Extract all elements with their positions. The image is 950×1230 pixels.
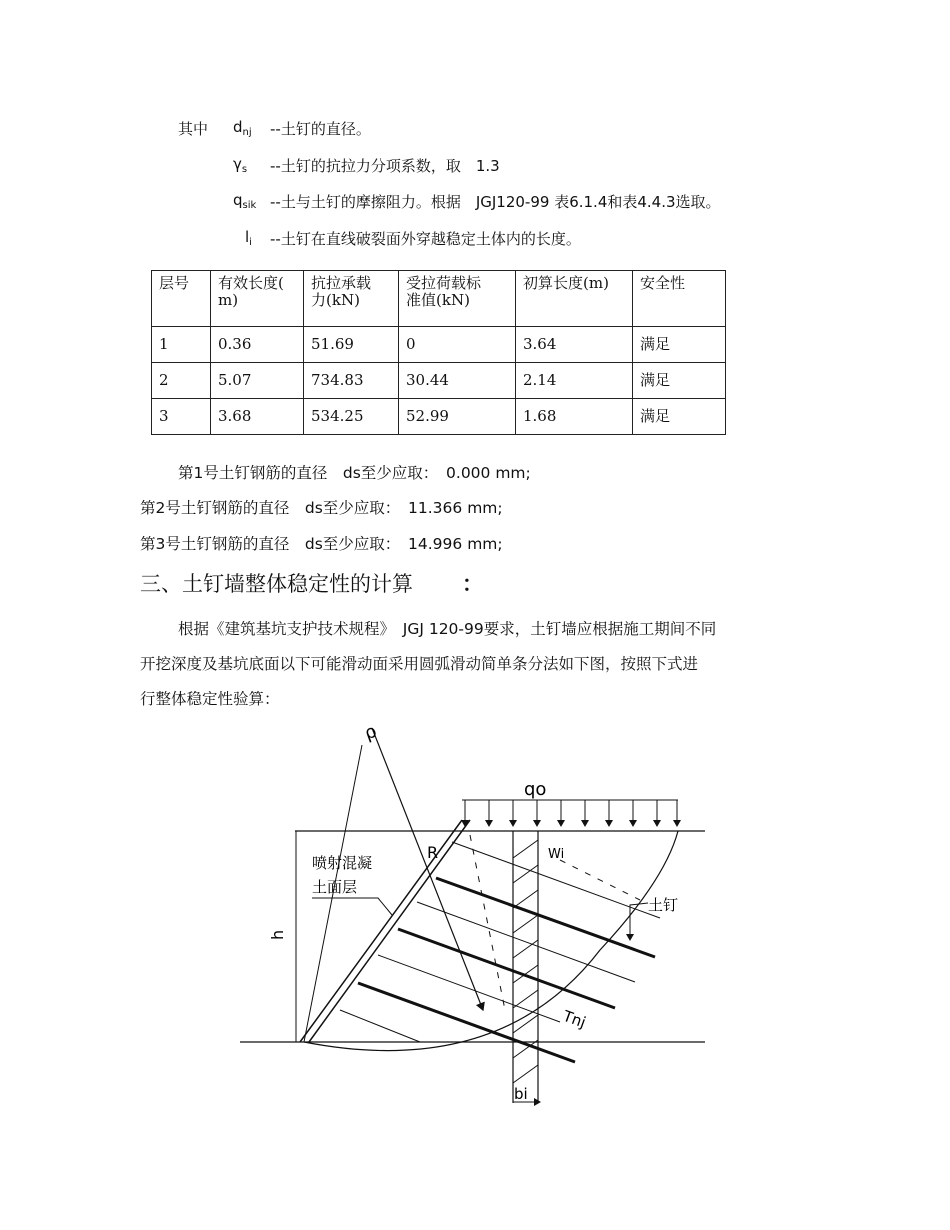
symbol-main: γ bbox=[233, 155, 242, 173]
cell-tensile-load: 0 bbox=[399, 327, 516, 363]
cell-tensile-load: 30.44 bbox=[399, 363, 516, 399]
diameter-line-1: 第1号土钉钢筋的直径 ds至少应取： 0.000 mm; bbox=[178, 464, 531, 482]
cell-effective-length: 5.07 bbox=[211, 363, 304, 399]
label-h: h bbox=[268, 929, 287, 940]
header-cell-tensile-load: 受拉荷载标 准值(kN) bbox=[399, 271, 516, 327]
cell-tensile-capacity: 734.83 bbox=[304, 363, 399, 399]
cell-initial-length: 3.64 bbox=[516, 327, 633, 363]
cell-tensile-capacity: 534.25 bbox=[304, 399, 399, 435]
table-header-row bbox=[152, 271, 726, 327]
header-cell-initial-length: 初算长度(m) bbox=[516, 271, 633, 327]
cell-effective-length: 0.36 bbox=[211, 327, 304, 363]
nail-results-table bbox=[151, 270, 726, 435]
table-row bbox=[152, 399, 726, 435]
table-row bbox=[152, 363, 726, 399]
diameter-line-2: 第2号土钉钢筋的直径 ds至少应取： 11.366 mm; bbox=[140, 499, 503, 517]
cell-tensile-capacity: 51.69 bbox=[304, 327, 399, 363]
symbol-subscript: i bbox=[249, 237, 252, 248]
cell-layer: 2 bbox=[152, 363, 211, 399]
paragraph-line-3: 行整体稳定性验算： bbox=[140, 690, 280, 708]
header-cell-tensile-capacity: 抗拉承载 力(kN) bbox=[304, 271, 399, 327]
header-cell-layer: 层号 bbox=[152, 271, 211, 327]
radius-line bbox=[372, 728, 483, 1010]
cell-safety: 满足 bbox=[633, 363, 726, 399]
label-wi: Wi bbox=[548, 847, 565, 862]
cell-effective-length: 3.68 bbox=[211, 399, 304, 435]
section-title-colon: ： bbox=[462, 572, 483, 596]
label-q0: qo bbox=[524, 779, 547, 800]
header-cell-safety: 安全性 bbox=[633, 271, 726, 327]
label-shotcrete-1: 喷射混凝 bbox=[312, 854, 373, 872]
soil-nail bbox=[436, 878, 655, 957]
definition-prefix: 其中 bbox=[178, 120, 209, 138]
symbol-main: d bbox=[233, 118, 243, 136]
label-shotcrete-2: 土面层 bbox=[312, 878, 358, 896]
section-title: 三、土钉墙整体稳定性的计算 bbox=[140, 572, 413, 596]
cell-safety: 满足 bbox=[633, 399, 726, 435]
definition-text-dnj: --土钉的直径。 bbox=[270, 120, 371, 138]
dashed-line bbox=[560, 860, 640, 900]
label-nail: 土钉 bbox=[648, 896, 679, 914]
soil-nail bbox=[398, 929, 615, 1008]
table-row bbox=[152, 327, 726, 363]
symbol-li bbox=[245, 228, 252, 246]
cell-layer: 3 bbox=[152, 399, 211, 435]
symbol-dnj bbox=[233, 118, 252, 136]
cell-initial-length: 1.68 bbox=[516, 399, 633, 435]
definition-text-li: --土钉在直线破裂面外穿越稳定土体内的长度。 bbox=[270, 230, 581, 248]
header-cell-effective-length: 有效长度( m) bbox=[211, 271, 304, 327]
cell-tensile-load: 52.99 bbox=[399, 399, 516, 435]
label-bi: bi bbox=[514, 1085, 528, 1103]
label-rho: ρ bbox=[361, 720, 380, 745]
symbol-main: q bbox=[233, 191, 243, 209]
paragraph-line-2: 开挖深度及基坑底面以下可能滑动面采用圆弧滑动简单条分法如下图，按照下式进 bbox=[140, 655, 699, 673]
label-tnj: Tnj bbox=[560, 1006, 589, 1032]
symbol-subscript: s bbox=[241, 164, 248, 175]
parallel-line bbox=[378, 955, 560, 1022]
dashed-line bbox=[470, 835, 505, 1010]
label-r: R bbox=[427, 843, 439, 862]
symbol-qsik bbox=[233, 191, 256, 209]
parallel-line bbox=[417, 902, 635, 982]
cell-layer: 1 bbox=[152, 327, 211, 363]
definition-dnj bbox=[178, 118, 208, 139]
stability-diagram bbox=[0, 700, 950, 1120]
symbol-gamma-s bbox=[233, 155, 247, 173]
symbol-subscript: nj bbox=[242, 127, 252, 138]
cell-initial-length: 2.14 bbox=[516, 363, 633, 399]
diameter-line-3: 第3号土钉钢筋的直径 ds至少应取： 14.996 mm; bbox=[140, 535, 503, 553]
parallel-line bbox=[340, 1010, 420, 1042]
symbol-main: l bbox=[245, 228, 250, 246]
definition-text-qsik: --土与土钉的摩擦阻力。根据 JGJ120-99 表6.1.4和表4.4.3选取。 bbox=[270, 193, 721, 211]
paragraph-line-1: 根据《建筑基坑支护技术规程》 JGJ 120-99要求，土钉墙应根据施工期间不同 bbox=[178, 620, 717, 638]
symbol-subscript: sik bbox=[242, 200, 257, 211]
shotcrete-leader bbox=[312, 898, 392, 915]
definition-text-gamma-s: --土钉的抗拉力分项系数，取 1.3 bbox=[270, 157, 500, 175]
cell-safety: 满足 bbox=[633, 327, 726, 363]
surcharge-arrows bbox=[465, 800, 677, 826]
